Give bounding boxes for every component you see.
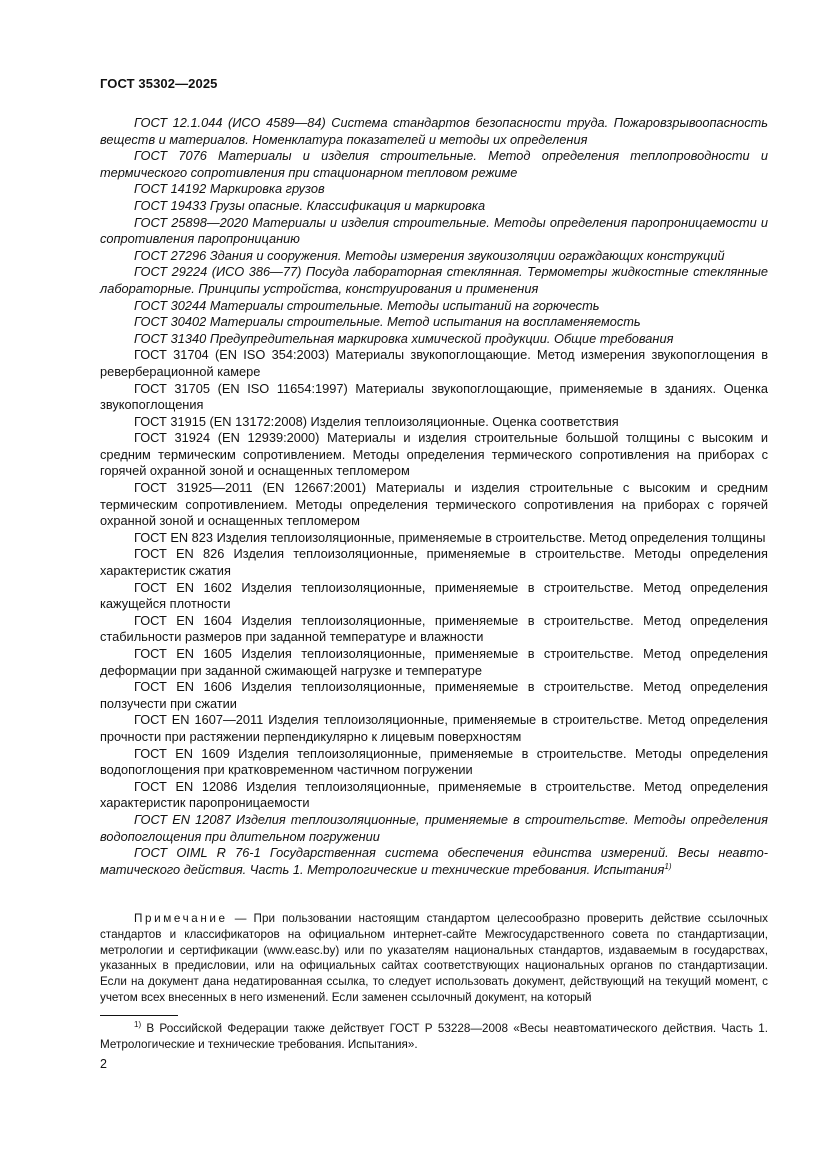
- reference-item: [100, 381, 768, 414]
- reference-item: [100, 530, 768, 547]
- reference-text: ГОСТ 29224 (ИСО 386—77) Посуда лабораторная стеклянная. Термометры жидкостные стеклянные лабораторные. Принципы устройства, конструирования и применения: [100, 264, 768, 296]
- reference-text: ГОСТ 19433 Грузы опасные. Классификация и маркировка: [134, 197, 486, 213]
- reference-text: ГОСТ 31925—2011 (EN 12667:2001) Материалы и изделия строительные с высоким и средним термическим сопротивлением. Методы определения термического сопротивления на приборах с горячей охранной зоной и оснащенных тепломером: [100, 480, 768, 529]
- reference-text: ГОСТ 12.1.044 (ИСО 4589—84) Система стандартов безопасности труда. Пожаровзрывоопасность веществ и материалов. Номенклатура показателей и методы их определения: [100, 115, 768, 147]
- reference-text: ГОСТ EN 12087 Изделия теплоизоляционные, применяемые в строительстве. Методы определения водопоглощения при длительном погружении: [100, 811, 768, 844]
- footnote-separator: [100, 1015, 178, 1016]
- reference-text: ГОСТ 31705 (EN ISO 11654:1997) Материалы звукопоглощающие, применяемые в зданиях. Оценка звукопоглощения: [100, 380, 768, 413]
- reference-text: ГОСТ EN 12086 Изделия теплоизоляционные, применяемые в строительстве. Метод определения характеристик паропроницаемости: [100, 778, 768, 811]
- reference-item: [100, 414, 768, 431]
- reference-text: ГОСТ EN 1606 Изделия теплоизоляционные, применяемые в строительстве. Метод определения ползучести при сжатии: [100, 679, 768, 711]
- footnote-mark: 1): [134, 1020, 142, 1029]
- reference-item: [100, 613, 768, 646]
- page-number: 2: [100, 1057, 107, 1071]
- reference-item: [100, 712, 768, 745]
- reference-text: ГОСТ EN 1607—2011 Изделия теплоизоляционные, применяемые в строительстве. Метод определения прочности при растяжении перпендикулярно к лицевым поверхностям: [100, 712, 768, 744]
- reference-text: ГОСТ EN 1602 Изделия теплоизоляционные, применяемые в строительстве. Метод определения кажущейся плотности: [100, 579, 768, 612]
- reference-text: ГОСТ EN 1605 Изделия теплоизоляционные, применяемые в строительстве. Метод определения деформации при заданной сжимающей нагрузке и температуре: [100, 646, 768, 678]
- reference-text: ГОСТ OIML R 76-1 Государственная система обеспечения единства измерений. Весы неавтоматического действия. Часть 1. Метрологические и технические требования. Испытания: [100, 845, 768, 877]
- note-text: — При пользовании настоящим стандартом целесообразно проверить действие ссылочных стандартов и классификаторов на официальном интернет-сайте Межгосударственного совета по стандартизации, метрологии и сертификации (www.easc.by) или по указателям национальных стандартов, издаваемым в государствах, указанных в предисловии, или на официальных сайтах соответствующих национальных органов по стандартизации. Если на документ дана недатированная ссылка, то следует использовать документ, действующий на текущий момент, с учетом всех внесенных в него изменений. Если заменен ссылочный документ, на который: [100, 912, 768, 1004]
- reference-text: ГОСТ EN 826 Изделия теплоизоляционные, применяемые в строительстве. Методы определения характеристик сжатия: [100, 546, 768, 579]
- reference-text: ГОСТ 7076 Материалы и изделия строительные. Метод определения теплопроводности и термического сопротивления при стационарном тепловом режиме: [100, 148, 768, 180]
- reference-text: ГОСТ EN 1604 Изделия теплоизоляционные, применяемые в строительстве. Метод определения стабильности размеров при заданной температуре и влажности: [100, 612, 768, 645]
- footnote: [100, 1021, 768, 1053]
- reference-item: [100, 580, 768, 613]
- reference-text: ГОСТ 31915 (EN 13172:2008) Изделия теплоизоляционные. Оценка соответствия: [134, 413, 619, 429]
- reference-text: ГОСТ 30244 Материалы строительные. Методы испытаний на горючесть: [134, 297, 600, 313]
- reference-footnote-mark: 1): [664, 861, 672, 871]
- reference-item: [100, 430, 768, 480]
- reference-item: [100, 646, 768, 679]
- reference-item: [100, 298, 768, 315]
- reference-item: [100, 115, 768, 148]
- reference-item: [100, 480, 768, 530]
- reference-item: [100, 746, 768, 779]
- reference-item: [100, 845, 768, 878]
- reference-text: ГОСТ EN 1609 Изделия теплоизоляционные, применяемые в строительстве. Методы определения водопоглощения при кратковременном частичном погружении: [100, 745, 768, 778]
- reference-text: ГОСТ 27296 Здания и сооружения. Методы измерения звукоизоляции ограждающих конструкций: [134, 247, 725, 263]
- page-header: ГОСТ 35302—2025: [100, 76, 218, 91]
- note-label: Примечание: [134, 912, 228, 925]
- reference-item: [100, 181, 768, 198]
- normative-references-list: [100, 115, 768, 878]
- note-paragraph: [100, 911, 768, 1006]
- reference-item: [100, 264, 768, 297]
- reference-text: ГОСТ 14192 Маркировка грузов: [134, 181, 325, 197]
- reference-text: ГОСТ EN 823 Изделия теплоизоляционные, применяемые в строительстве. Метод определения толщины: [134, 529, 766, 545]
- reference-text: ГОСТ 31924 (EN 12939:2000) Материалы и изделия строительные большой толщины с высоким и средним термическим сопротивлением. Методы определения термического сопротивления на приборах с горячей охранной зоной и оснащенных тепломером: [100, 430, 768, 479]
- reference-text: ГОСТ 31704 (EN ISO 354:2003) Материалы звукопоглощающие. Метод измерения звукопоглощения в реверберационной камере: [100, 347, 768, 379]
- reference-item: [100, 314, 768, 331]
- reference-item: [100, 347, 768, 380]
- reference-item: [100, 215, 768, 248]
- reference-item: [100, 248, 768, 265]
- reference-text: ГОСТ 31340 Предупредительная маркировка химической продукции. Общие требования: [134, 330, 674, 346]
- reference-item: [100, 148, 768, 181]
- reference-text: ГОСТ 25898—2020 Материалы и изделия строительные. Методы определения паропроницаемости и сопротивления паропроницанию: [100, 214, 768, 247]
- reference-item: [100, 779, 768, 812]
- reference-item: [100, 679, 768, 712]
- reference-item: [100, 812, 768, 845]
- reference-item: [100, 198, 768, 215]
- footnote-text: В Российской Федерации также действует ГОСТ Р 53228—2008 «Весы неавтоматического действия. Часть 1. Метрологические и технические требования. Испытания».: [100, 1022, 768, 1051]
- reference-text: ГОСТ 30402 Материалы строительные. Метод испытания на воспламеняемость: [134, 314, 641, 330]
- reference-item: [100, 331, 768, 348]
- reference-item: [100, 546, 768, 579]
